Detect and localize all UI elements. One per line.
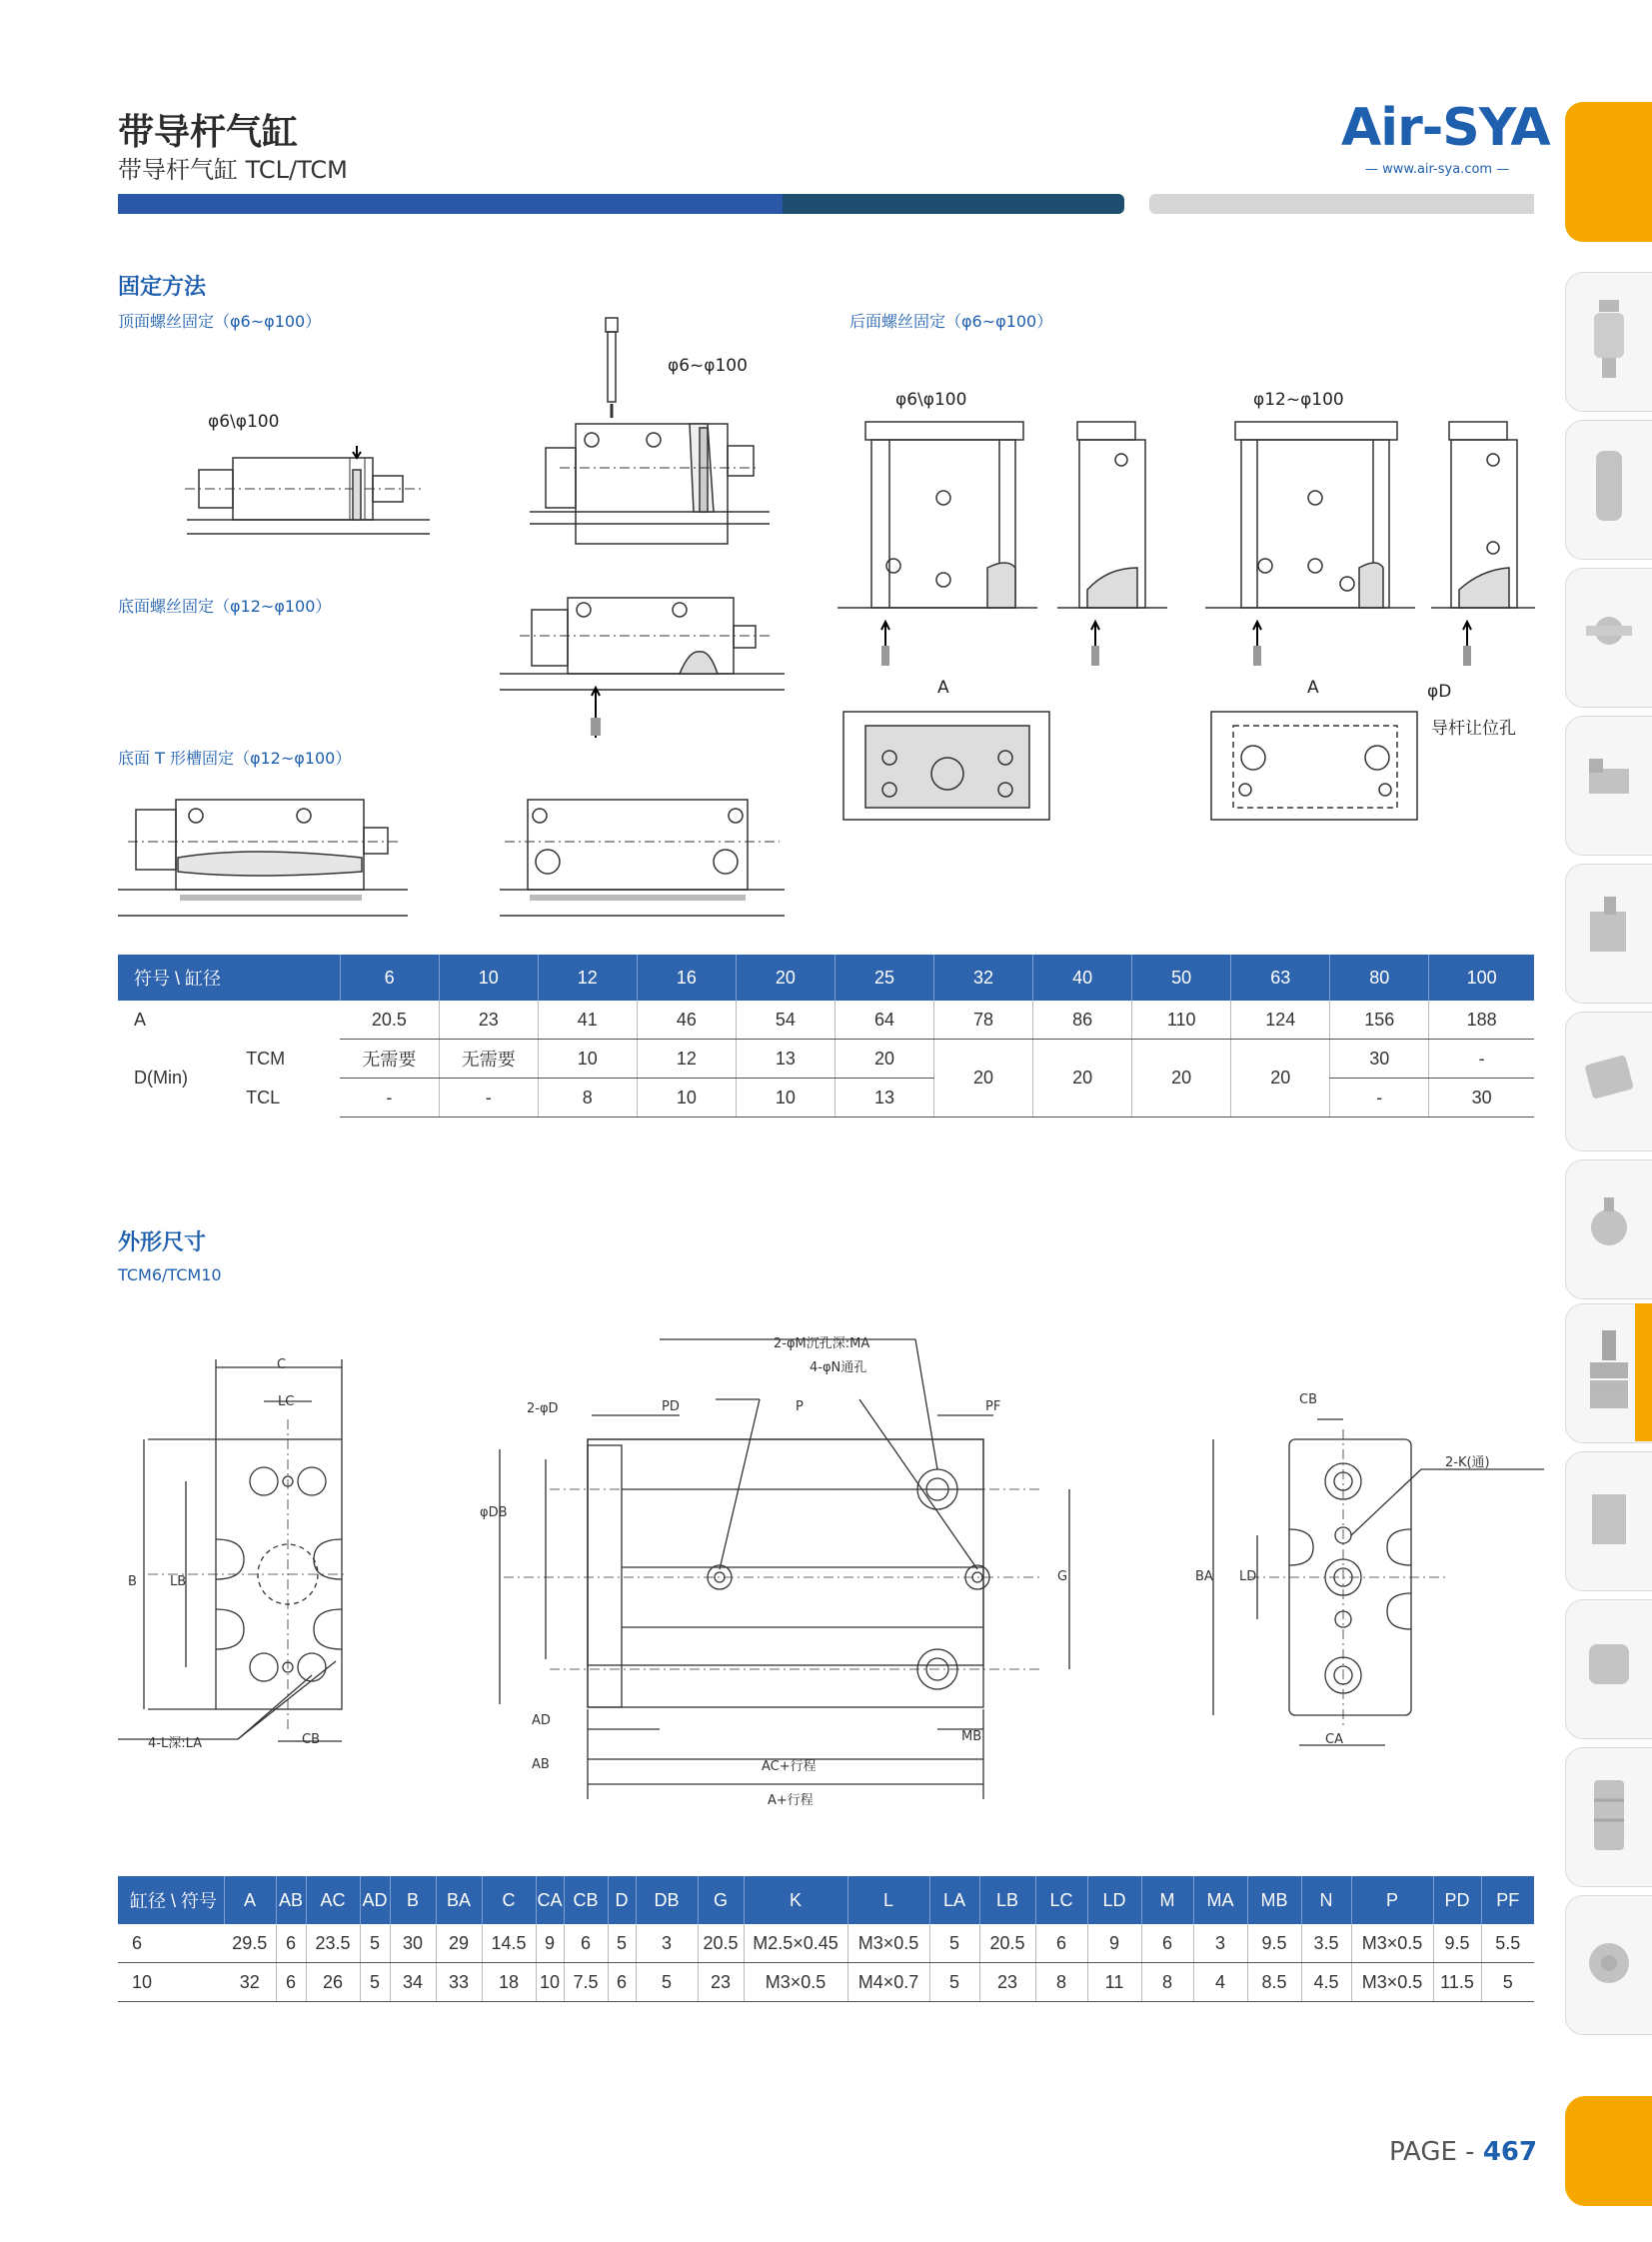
table-cell: 5	[360, 1924, 390, 1963]
cell: -	[1429, 1040, 1534, 1079]
table-cell: 23	[698, 1963, 744, 2002]
cell: -	[1330, 1079, 1429, 1118]
header-bar-teal	[783, 194, 1124, 214]
table-cell: M3×0.5	[1351, 1963, 1433, 2002]
dim-CA: CA	[1325, 1732, 1343, 1747]
side-tab-top[interactable]	[1565, 102, 1652, 242]
table-cell: 6	[608, 1963, 636, 2002]
cell: 20	[1231, 1040, 1330, 1118]
table-cell: 23.5	[306, 1924, 360, 1963]
bottom-tslot-drawing-side	[118, 790, 418, 920]
bottom-tslot-label: 底面 T 形槽固定（φ12~φ100）	[118, 749, 352, 768]
solenoid-valve-icon	[1584, 739, 1634, 829]
outline-dimension-table	[118, 1876, 1534, 2002]
cell: 20	[834, 1040, 933, 1079]
table1-bore: 25	[834, 955, 933, 1001]
cell: -	[340, 1079, 439, 1118]
table2-col-header: LD	[1087, 1876, 1141, 1924]
air-preparation-icon	[1584, 1182, 1634, 1272]
table2-col-header: AD	[360, 1876, 390, 1924]
dim-LD: LD	[1239, 1569, 1257, 1584]
table-cell: 5.5	[1481, 1924, 1534, 1963]
table1-bore: 40	[1033, 955, 1132, 1001]
valve-icon	[1584, 887, 1634, 977]
table2-col-header: PF	[1481, 1876, 1534, 1924]
dim-CB2: CB	[1299, 1392, 1317, 1407]
row-TCM-label: TCM	[246, 1048, 286, 1069]
dim-N-through: 4-φN通孔	[810, 1360, 867, 1375]
table1-bore: 50	[1132, 955, 1231, 1001]
rear-pattern-b	[1209, 706, 1419, 826]
table-row	[118, 1963, 1534, 2002]
table2-col-header: PD	[1433, 1876, 1481, 1924]
page-title: 带导杆气缸	[118, 112, 299, 153]
table2-col-header: N	[1301, 1876, 1351, 1924]
table-row	[118, 1001, 1534, 1040]
table-cell: M3×0.5	[1351, 1924, 1433, 1963]
table2-col-header: LB	[979, 1876, 1035, 1924]
row-TCL-label: TCL	[246, 1087, 281, 1108]
table-cell: 5	[929, 1924, 979, 1963]
table2-col-header: AC	[306, 1876, 360, 1924]
dim-two-phiD: 2-φD	[527, 1401, 559, 1416]
table2-col-header: L	[847, 1876, 929, 1924]
table-cell: 20.5	[698, 1924, 744, 1963]
table-cell: 33	[436, 1963, 482, 2002]
table-cell: 20.5	[979, 1924, 1035, 1963]
table1-bore: 16	[637, 955, 736, 1001]
side-tab-pump[interactable]	[1565, 1599, 1652, 1739]
rotary-actuator-icon	[1584, 1918, 1634, 2008]
actuator-icon	[1584, 1035, 1634, 1124]
table-cell: 4.5	[1301, 1963, 1351, 2002]
cell: 23	[439, 1001, 538, 1040]
table2-col-header: MA	[1193, 1876, 1247, 1924]
cell: 64	[834, 1001, 933, 1040]
cell: 188	[1429, 1001, 1534, 1040]
dim-label-6-100-c: φ6\φ100	[895, 390, 967, 410]
fitting-icon	[1584, 591, 1634, 681]
cell: 8	[538, 1079, 637, 1118]
cell: 46	[637, 1001, 736, 1040]
dim-B: B	[128, 1574, 137, 1589]
rear-screw-drawing-6-100	[837, 418, 1167, 668]
table-cell: 3	[636, 1924, 698, 1963]
side-tab-gripper[interactable]	[1565, 1451, 1652, 1591]
table-cell: 8	[1141, 1963, 1193, 2002]
table2-col-header: D	[608, 1876, 636, 1924]
silencer-icon	[1584, 1770, 1634, 1860]
table2-col-header: P	[1351, 1876, 1433, 1924]
page-label: PAGE -	[1389, 2137, 1483, 2167]
cell: 78	[934, 1001, 1033, 1040]
dim-label-6-100-a: φ6\φ100	[208, 412, 280, 432]
dim-G: G	[1057, 1569, 1068, 1584]
table1-bore: 12	[538, 955, 637, 1001]
table-cell: 5	[929, 1963, 979, 2002]
dim-BA: BA	[1195, 1569, 1213, 1584]
table-cell: 34	[390, 1963, 436, 2002]
cell: -	[439, 1079, 538, 1118]
cell: 无需要	[439, 1040, 538, 1079]
row-A-label: A	[134, 1009, 147, 1030]
table2-col-header: CB	[564, 1876, 608, 1924]
table-cell: 6	[1035, 1924, 1087, 1963]
dim-CB: CB	[302, 1732, 320, 1747]
table1-bore: 80	[1330, 955, 1429, 1001]
table-cell: 9.5	[1247, 1924, 1301, 1963]
side-tab-silencer[interactable]	[1565, 1747, 1652, 1887]
dim-label-phiD: φD	[1427, 682, 1452, 702]
table2-col-header: MB	[1247, 1876, 1301, 1924]
table-cell: 9.5	[1433, 1924, 1481, 1963]
dim-L-depth: 4-L深:LA	[148, 1736, 203, 1751]
table-cell: 11.5	[1433, 1963, 1481, 2002]
side-tab-solenoid-valve[interactable]	[1565, 716, 1652, 856]
table2-col-header: M	[1141, 1876, 1193, 1924]
dim-AC-stroke: AC+行程	[762, 1759, 817, 1774]
side-tab-filter-regulator[interactable]	[1565, 420, 1652, 560]
row-bore-label: 6	[118, 1924, 224, 1963]
dim-label-A2: A	[1307, 678, 1319, 698]
active-tab-marker	[1635, 1303, 1652, 1441]
cell: 10	[637, 1079, 736, 1118]
cell: 20	[1033, 1040, 1132, 1118]
dim-K-through: 2-K(通)	[1445, 1455, 1490, 1470]
dim-A-stroke: A+行程	[768, 1793, 814, 1808]
dim-MB: MB	[961, 1729, 982, 1744]
side-tab-rotary-actuator[interactable]	[1565, 1895, 1652, 2035]
table-cell: 6	[1141, 1924, 1193, 1963]
cell: 30	[1429, 1079, 1534, 1118]
table1-bore: 20	[736, 955, 834, 1001]
dim-C: C	[277, 1357, 287, 1372]
top-screw-drawing-front	[530, 318, 790, 533]
cell: 156	[1330, 1001, 1429, 1040]
table-cell: 6	[276, 1963, 306, 2002]
dim-label-guide-hole: 导杆让位孔	[1431, 719, 1516, 739]
cell: 10	[736, 1079, 834, 1118]
filter-icon	[1584, 295, 1634, 385]
dim-LC: LC	[278, 1394, 295, 1409]
page-number: 467	[1482, 2137, 1538, 2167]
rear-pattern-a	[841, 706, 1051, 826]
cell: 54	[736, 1001, 834, 1040]
rear-screw-label: 后面螺丝固定（φ6~φ100）	[849, 312, 1053, 331]
cell: 20.5	[340, 1001, 439, 1040]
table-cell: 9	[536, 1924, 564, 1963]
table2-col-header: A	[224, 1876, 276, 1924]
table-cell: 8.5	[1247, 1963, 1301, 2002]
table-cell: 5	[1481, 1963, 1534, 2002]
cell: 13	[736, 1040, 834, 1079]
table-cell: 32	[224, 1963, 276, 2002]
table1-bore: 100	[1429, 955, 1534, 1001]
dim-LB: LB	[170, 1574, 187, 1589]
table-cell: 5	[636, 1963, 698, 2002]
table-cell: 3.5	[1301, 1924, 1351, 1963]
table-cell: M2.5×0.45	[744, 1924, 847, 1963]
table-cell: 10	[536, 1963, 564, 2002]
table-cell: 8	[1035, 1963, 1087, 2002]
side-tab-valve[interactable]	[1565, 864, 1652, 1004]
header-bar-blue	[118, 194, 783, 214]
table-row	[118, 1924, 1534, 1963]
cell: 12	[637, 1040, 736, 1079]
gripper-icon	[1584, 1474, 1634, 1564]
table2-col-header: CA	[536, 1876, 564, 1924]
mounting-dimension-table	[118, 955, 1534, 1118]
table-cell: 9	[1087, 1924, 1141, 1963]
bottom-screw-drawing	[500, 590, 790, 750]
table-cell: 7.5	[564, 1963, 608, 2002]
table-cell: 26	[306, 1963, 360, 2002]
page-corner-tab	[1565, 2096, 1652, 2206]
top-screw-drawing-side	[185, 440, 445, 540]
dimensions-heading: 外形尺寸	[118, 1230, 207, 1255]
table-cell: 5	[608, 1924, 636, 1963]
table1-header-label: 符号 \ 缸径	[118, 955, 340, 1001]
cell: 无需要	[340, 1040, 439, 1079]
table2-col-header: B	[390, 1876, 436, 1924]
brand-logo: Air-SYA	[1341, 98, 1550, 158]
dim-label-6-100-b: φ6~φ100	[668, 356, 748, 376]
filter-regulator-icon	[1584, 443, 1634, 533]
table-cell: M3×0.5	[744, 1963, 847, 2002]
table1-bore: 63	[1231, 955, 1330, 1001]
cell: 30	[1330, 1040, 1429, 1079]
rear-screw-drawing-12-100	[1205, 418, 1535, 668]
cell: 86	[1033, 1001, 1132, 1040]
table2-col-header: BA	[436, 1876, 482, 1924]
table-cell: 14.5	[482, 1924, 536, 1963]
table1-bore: 10	[439, 955, 538, 1001]
table-cell: 6	[276, 1924, 306, 1963]
dim-label-12-100: φ12~φ100	[1253, 390, 1344, 410]
table-cell: 5	[360, 1963, 390, 2002]
mounting-heading: 固定方法	[118, 275, 207, 300]
table2-col-header: DB	[636, 1876, 698, 1924]
table-cell: 30	[390, 1924, 436, 1963]
bottom-tslot-drawing-front	[500, 790, 790, 920]
cell: 20	[934, 1040, 1033, 1118]
side-tab-air-preparation[interactable]	[1565, 1159, 1652, 1299]
row-bore-label: 10	[118, 1963, 224, 2002]
side-tab-filter[interactable]	[1565, 272, 1652, 412]
cell: 10	[538, 1040, 637, 1079]
page-subtitle: 带导杆气缸 TCL/TCM	[118, 156, 348, 184]
dim-AB: AB	[532, 1757, 550, 1772]
header-bar-gray	[1149, 194, 1534, 214]
brand-url: — www.air-sya.com —	[1365, 162, 1510, 177]
pump-icon	[1584, 1622, 1634, 1712]
table2-col-header: G	[698, 1876, 744, 1924]
table2-header-label: 缸径 \ 符号	[118, 1876, 224, 1924]
dimensions-subheading: TCM6/TCM10	[118, 1265, 222, 1284]
table1-bore: 32	[934, 955, 1033, 1001]
row-D-label: D(Min)	[134, 1068, 188, 1088]
cell: 110	[1132, 1001, 1231, 1040]
table-cell: 29.5	[224, 1924, 276, 1963]
end-view-drawing	[118, 1349, 378, 1769]
dim-label-A1: A	[937, 678, 949, 698]
dim-PD: PD	[662, 1399, 680, 1414]
table-cell: M4×0.7	[847, 1963, 929, 2002]
table2-col-header: K	[744, 1876, 847, 1924]
bottom-screw-label: 底面螺丝固定（φ12~φ100）	[118, 597, 332, 616]
side-tab-actuator[interactable]	[1565, 1012, 1652, 1151]
cell: 41	[538, 1001, 637, 1040]
dim-M-counterbore: 2-φM沉孔深:MA	[774, 1336, 870, 1351]
top-screw-label: 顶面螺丝固定（φ6~φ100）	[118, 312, 322, 331]
dim-P: P	[796, 1399, 804, 1414]
table-row	[118, 1040, 1534, 1079]
cell: 20	[1132, 1040, 1231, 1118]
page-footer	[1389, 2137, 1537, 2167]
dim-PF: PF	[985, 1399, 1001, 1414]
table2-col-header: AB	[276, 1876, 306, 1924]
table-cell: 4	[1193, 1963, 1247, 2002]
dim-AD: AD	[532, 1713, 551, 1728]
table-cell: 11	[1087, 1963, 1141, 2002]
table-cell: 23	[979, 1963, 1035, 2002]
table2-col-header: LC	[1035, 1876, 1087, 1924]
table-cell: M3×0.5	[847, 1924, 929, 1963]
guided-cylinder-icon	[1584, 1326, 1634, 1416]
table-cell: 29	[436, 1924, 482, 1963]
table-cell: 3	[1193, 1924, 1247, 1963]
table-cell: 18	[482, 1963, 536, 2002]
table2-col-header: LA	[929, 1876, 979, 1924]
table-cell: 6	[564, 1924, 608, 1963]
table2-col-header: C	[482, 1876, 536, 1924]
dim-phiDB: φDB	[480, 1505, 508, 1520]
side-tab-fitting[interactable]	[1565, 568, 1652, 708]
cell: 13	[834, 1079, 933, 1118]
cell: 124	[1231, 1001, 1330, 1040]
table1-bore: 6	[340, 955, 439, 1001]
